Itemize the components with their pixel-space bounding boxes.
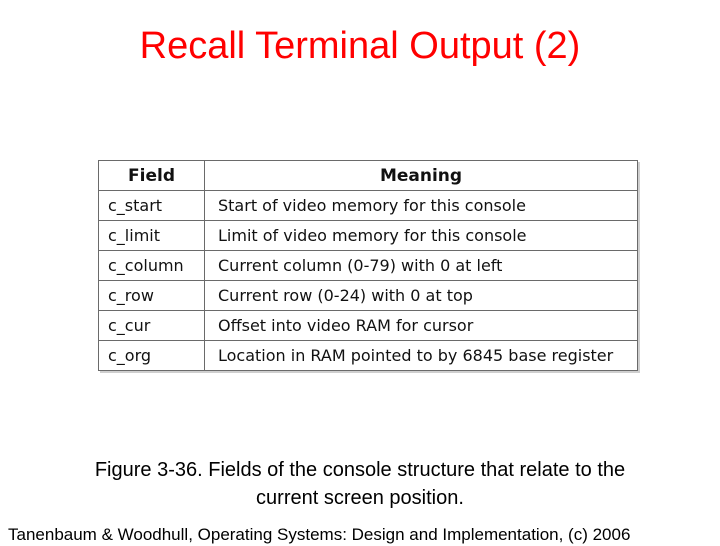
table-row (99, 251, 638, 281)
table-cell-meaning: Current row (0-24) with 0 at top (205, 281, 638, 311)
console-fields-table (98, 160, 638, 371)
table-cell-meaning: Current column (0-79) with 0 at left (205, 251, 638, 281)
table-cell-meaning: Start of video memory for this console (205, 191, 638, 221)
table-row (99, 191, 638, 221)
table-row (99, 341, 638, 371)
table-cell-field: c_limit (99, 221, 205, 251)
table-header-field: Field (99, 161, 205, 191)
table-cell-field: c_cur (99, 311, 205, 341)
copyright-footer: Tanenbaum & Woodhull, Operating Systems: Design and Implementation, (c) 2006 (8, 525, 631, 544)
table-cell-meaning: Location in RAM pointed to by 6845 base register (205, 341, 638, 371)
table-row (99, 221, 638, 251)
table-header-row (99, 161, 638, 191)
table-cell-field: c_column (99, 251, 205, 281)
table-cell-meaning: Offset into video RAM for cursor (205, 311, 638, 341)
figure-caption (20, 456, 700, 512)
table-cell-field: c_org (99, 341, 205, 371)
table-row (99, 281, 638, 311)
table-cell-field: c_start (99, 191, 205, 221)
figure-caption-line: current screen position. (256, 487, 464, 509)
figure-caption-line: Figure 3-36. Fields of the console structure that relate to the (94, 459, 626, 481)
table-cell-field: c_row (99, 281, 205, 311)
table-header-meaning: Meaning (205, 161, 638, 191)
table-cell-meaning: Limit of video memory for this console (205, 221, 638, 251)
table-row (99, 311, 638, 341)
slide-title: Recall Terminal Output (2) (139, 25, 581, 67)
